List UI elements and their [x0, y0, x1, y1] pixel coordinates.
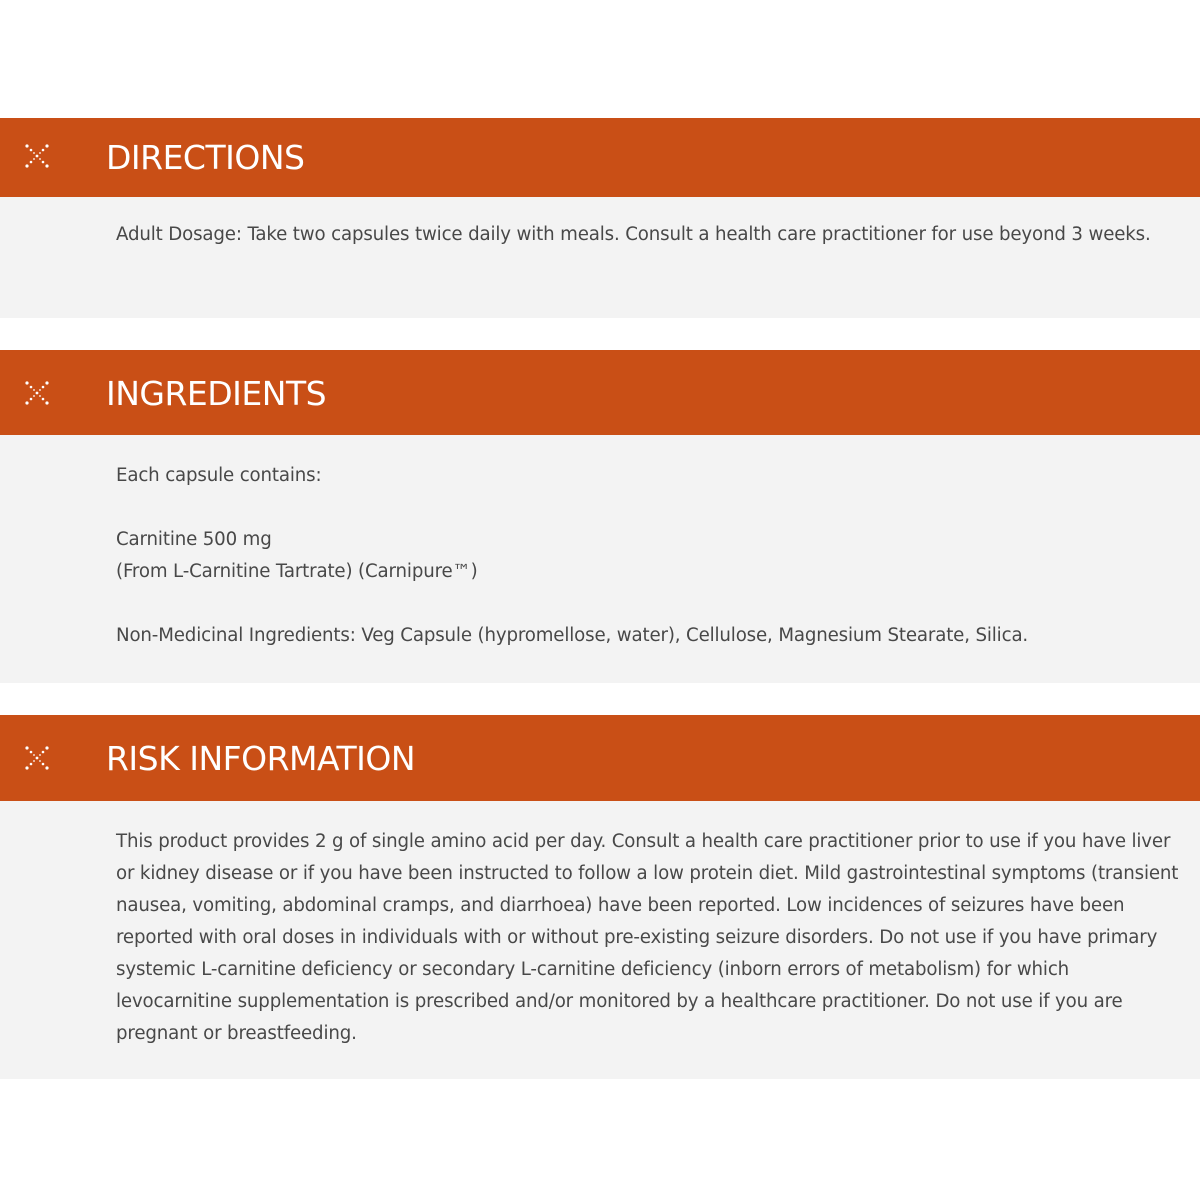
risk-information-section [0, 715, 1200, 1079]
ingredients-intro: Each capsule contains: [116, 465, 322, 486]
spacer [116, 588, 1186, 620]
section-title: RISK INFORMATION [106, 739, 416, 778]
directions-header[interactable] [0, 118, 1200, 197]
ingredient-source: (From L-Carnitine Tartrate) (Carnipure™) [116, 561, 478, 582]
risk-information-body [0, 801, 1200, 1079]
risk-information-text: This product provides 2 g of single amino acid per day. Consult a health care practitioner prior to use if you have liver or kidney disease or if you have been instructed to follow a low protein diet. Mild gastrointestinal symptoms (transient nausea, vomiting, abdominal cramps, and diarrhoea) have been reported. Low incidences of seizures have been reported with oral doses in individuals with or without pre-existing seizure disorders. Do not use if you have primary systemic L-carnitine deficiency or secondary L-carnitine deficiency (inborn errors of metabolism) for which levocarnitine supplementation is prescribed and/or monitored by a healthcare practitioner. Do not use if you are pregnant or breastfeeding. [116, 831, 1179, 1044]
directions-text: Adult Dosage: Take two capsules twice daily with meals. Consult a health care practitioner for use beyond 3 weeks. [116, 224, 1151, 245]
section-title: DIRECTIONS [106, 138, 305, 177]
sparkle-x-icon [25, 381, 49, 405]
ingredients-header[interactable] [0, 350, 1200, 435]
ingredients-body [0, 435, 1200, 683]
sparkle-x-icon [25, 144, 49, 168]
ingredients-section [0, 350, 1200, 683]
spacer [116, 492, 1186, 524]
directions-body [0, 197, 1200, 318]
medicinal-ingredient: Carnitine 500 mg [116, 529, 272, 550]
sparkle-x-icon [25, 746, 49, 770]
risk-information-header[interactable] [0, 715, 1200, 801]
directions-section [0, 118, 1200, 318]
non-medicinal-ingredients: Non-Medicinal Ingredients: Veg Capsule (hypromellose, water), Cellulose, Magnesium Stearate, Silica. [116, 625, 1029, 646]
section-title: INGREDIENTS [106, 374, 327, 413]
